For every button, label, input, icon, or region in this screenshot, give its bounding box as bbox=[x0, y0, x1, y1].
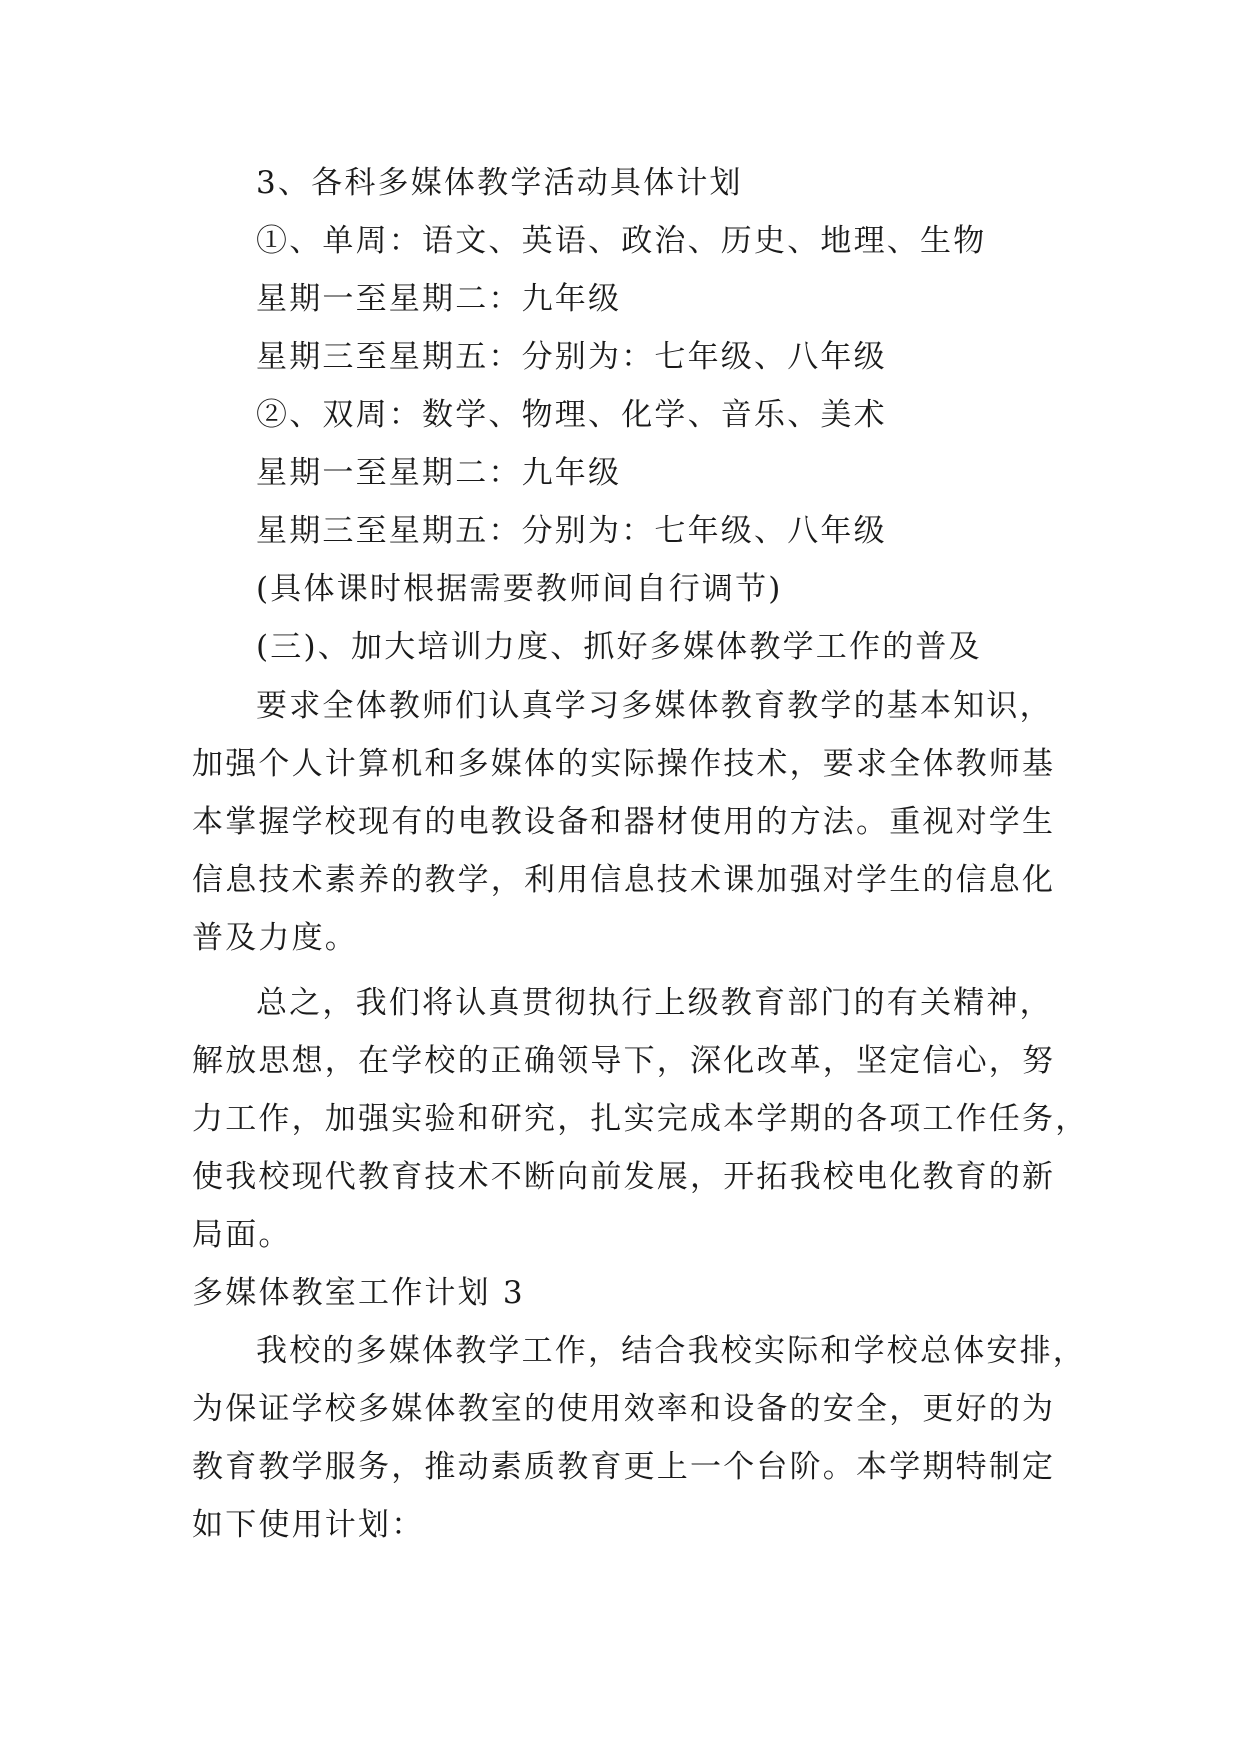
schedule-line: 星期三至星期五：分别为：七年级、八年级 bbox=[256, 339, 887, 375]
section-heading-3: 3、各科多媒体教学活动具体计划 bbox=[256, 165, 743, 201]
paragraph-line: 本掌握学校现有的电教设备和器材使用的方法。重视对学生 bbox=[192, 804, 1056, 840]
section-heading-three: (三)、加大培训力度、抓好多媒体教学工作的普及 bbox=[256, 629, 982, 665]
paragraph-line: 解放思想，在学校的正确领导下，深化改革，坚定信心，努 bbox=[192, 1043, 1056, 1079]
single-week-subjects: ①、单周：语文、英语、政治、历史、地理、生物 bbox=[256, 223, 987, 259]
paragraph-line: 加强个人计算机和多媒体的实际操作技术，要求全体教师基 bbox=[192, 746, 1056, 782]
paragraph-line: 普及力度。 bbox=[192, 920, 358, 956]
schedule-line: 星期一至星期二：九年级 bbox=[256, 281, 622, 317]
paragraph-line: 如下使用计划： bbox=[192, 1507, 425, 1543]
schedule-line: 星期一至星期二：九年级 bbox=[256, 455, 622, 491]
paragraph-line: 为保证学校多媒体教室的使用效率和设备的安全，更好的为 bbox=[192, 1391, 1056, 1427]
paragraph-line: 总之，我们将认真贯彻执行上级教育部门的有关精神， bbox=[256, 985, 1053, 1021]
document-heading: 多媒体教室工作计划 3 bbox=[192, 1275, 525, 1311]
paragraph-line: 力工作，加强实验和研究，扎实完成本学期的各项工作任务， bbox=[192, 1101, 1089, 1137]
note-line: (具体课时根据需要教师间自行调节) bbox=[256, 571, 783, 607]
paragraph-line: 使我校现代教育技术不断向前发展，开拓我校电化教育的新 bbox=[192, 1159, 1056, 1195]
paragraph-line: 局面。 bbox=[192, 1217, 292, 1253]
paragraph-line: 要求全体教师们认真学习多媒体教育教学的基本知识， bbox=[256, 688, 1053, 724]
double-week-subjects: ②、双周：数学、物理、化学、音乐、美术 bbox=[256, 397, 887, 433]
paragraph-line: 教育教学服务，推动素质教育更上一个台阶。本学期特制定 bbox=[192, 1449, 1056, 1485]
paragraph-line: 信息技术素养的教学，利用信息技术课加强对学生的信息化 bbox=[192, 862, 1056, 898]
paragraph-line: 我校的多媒体教学工作，结合我校实际和学校总体安排， bbox=[256, 1333, 1086, 1369]
schedule-line: 星期三至星期五：分别为：七年级、八年级 bbox=[256, 513, 887, 549]
